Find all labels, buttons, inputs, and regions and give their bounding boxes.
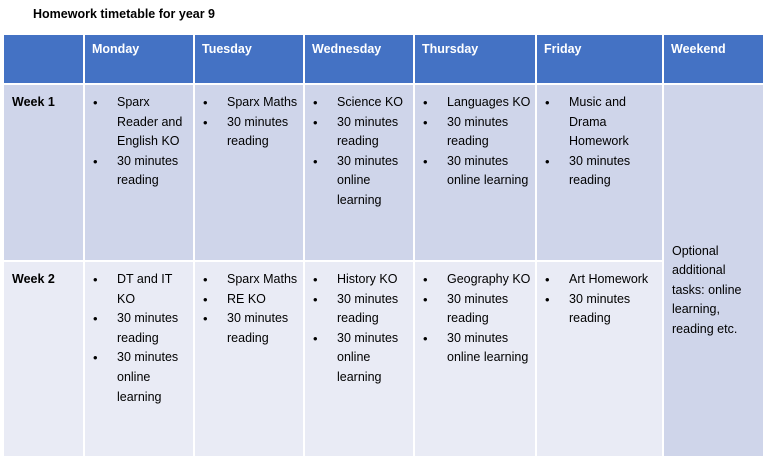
task-item: • Geography KO xyxy=(447,270,531,290)
task-item: • 30 minutes online learning xyxy=(337,329,409,388)
task-item: • Science KO xyxy=(337,93,409,113)
task-item: • RE KO xyxy=(227,290,299,310)
header-tuesday: Tuesday xyxy=(195,35,305,85)
task-item: • 30 minutes online learning xyxy=(447,329,531,368)
task-item: • Sparx Maths xyxy=(227,93,299,113)
header-thursday: Thursday xyxy=(415,35,537,85)
header-row xyxy=(4,35,763,85)
week-2-row xyxy=(4,262,763,458)
week-1-monday xyxy=(85,85,195,262)
header-monday: Monday xyxy=(85,35,195,85)
page-title: Homework timetable for year 9 xyxy=(33,7,216,21)
task-item: • DT and IT KO xyxy=(117,270,189,309)
week-1-row xyxy=(4,85,763,262)
task-item: • Sparx Reader and English KO xyxy=(117,93,189,152)
header-wednesday: Wednesday xyxy=(305,35,415,85)
task-item: • 30 minutes reading xyxy=(447,290,531,329)
week-2-thursday xyxy=(415,262,537,458)
task-item: • 30 minutes reading xyxy=(227,309,299,348)
task-item: • 30 minutes online learning xyxy=(447,152,531,191)
week-2-tuesday xyxy=(195,262,305,458)
task-item: • 30 minutes reading xyxy=(227,113,299,152)
task-item: • Languages KO xyxy=(447,93,531,113)
week-label: Week 2 xyxy=(4,262,85,458)
week-2-friday xyxy=(537,262,664,458)
homework-timetable xyxy=(4,35,763,458)
week-label: Week 1 xyxy=(4,85,85,262)
week-1-tuesday xyxy=(195,85,305,262)
week-2-wednesday xyxy=(305,262,415,458)
header-corner xyxy=(4,35,85,85)
task-item: • 30 minutes reading xyxy=(337,113,409,152)
week-1-thursday xyxy=(415,85,537,262)
task-item: • 30 minutes online learning xyxy=(337,152,409,211)
weekend-note: Optional additional tasks: online learning, reading etc. xyxy=(672,243,742,336)
task-item: • Sparx Maths xyxy=(227,270,299,290)
task-item: • History KO xyxy=(337,270,409,290)
weekend-cell xyxy=(664,85,763,458)
week-1-friday xyxy=(537,85,664,262)
task-item: • 30 minutes reading xyxy=(337,290,409,329)
task-item: • 30 minutes reading xyxy=(117,152,189,191)
task-item: • 30 minutes reading xyxy=(569,290,658,329)
header-friday: Friday xyxy=(537,35,664,85)
task-item: • 30 minutes reading xyxy=(117,309,189,348)
task-item: • 30 minutes reading xyxy=(569,152,658,191)
week-1-wednesday xyxy=(305,85,415,262)
task-item: • 30 minutes online learning xyxy=(117,348,189,407)
week-2-monday xyxy=(85,262,195,458)
task-item: • 30 minutes reading xyxy=(447,113,531,152)
task-item: • Art Homework xyxy=(569,270,658,290)
task-item: • Music and Drama Homework xyxy=(569,93,658,152)
header-weekend: Weekend xyxy=(664,35,763,85)
